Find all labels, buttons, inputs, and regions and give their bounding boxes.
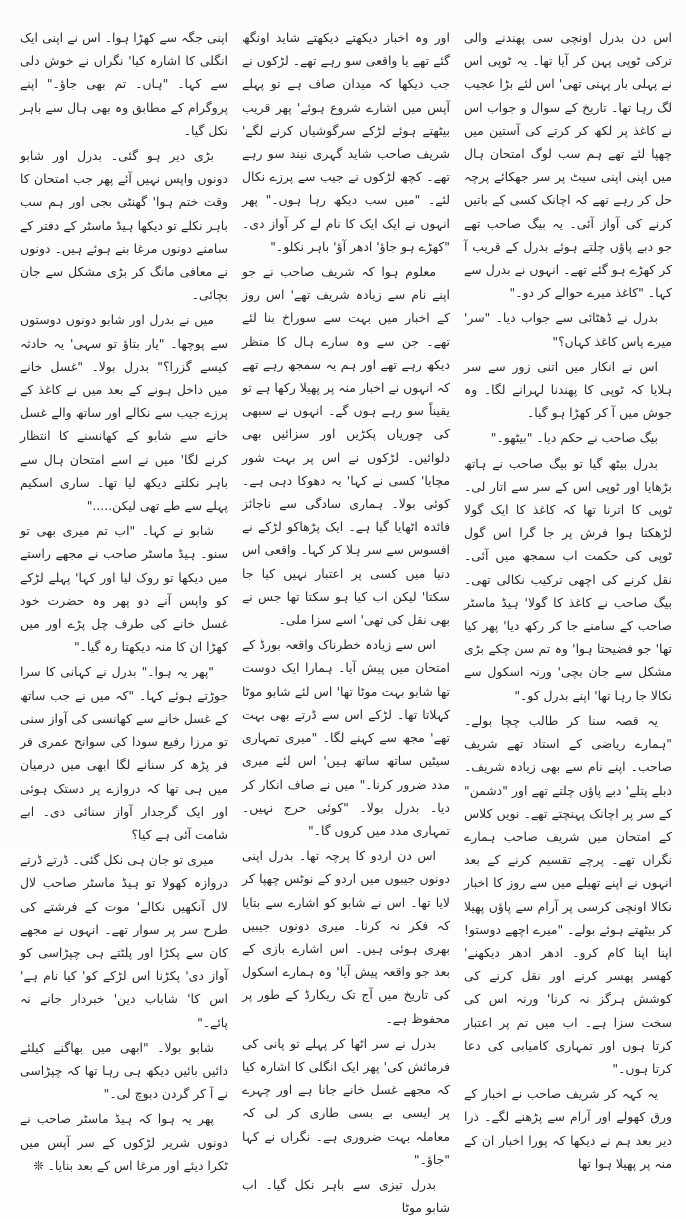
paragraph: اس دن بدرل اونچی سی پھندنے والی ترکی ٹوپی پہن کر آیا تھا۔ یہ ٹوپی اس نے پہلی بار پہنی تھی' اس لئے بڑا عجیب لگ رہا تھا۔ تاریخ کے سوال و جواب اس نے کاغذ پر لکھ کر کرتے کی آستین میں چھپا لئے تھے ہم سب لوگ امتحان ہال میں اپنی اپنی سیٹ پر سر جھکائے پرچہ حل کر رہے تھے کہ اچانک کسی کے باتیں کرنے کی آواز آئی۔ یہ بیگ صاحب تھے جو دبے پاؤں چلتے ہوئے بدرل کے قریب آ کر کھڑے ہو گئے تھے۔ انہوں نے بدرل سے کہا۔ "کاغذ میرے حوالے کر دو۔" xyxy=(464,30,672,301)
paragraph: اور وہ اخبار دیکھتے دیکھتے شاید اونگھ گئے تھے یا واقعی سو رہے تھے۔ لڑکوں نے جب دیکھا کہ میدان صاف ہے تو پہلے آپس میں اشارے شروع ہوئے' پھر قریب بیٹھتے ہوئے لڑکے سرگوشیاں کرنے لگے' شریف صاحب شاید گہری نیند سو رہے تھے۔ کچھ لڑکوں نے جیب سے پرزے نکال لئے۔ "میں سب دیکھ رہا ہوں۔" پھر انہوں نے ایک ایک کا نام لے کر آواز دی۔ "کھڑے ہو جاؤ' ادھر آؤ' باہر نکلو۔" xyxy=(242,30,450,254)
paragraph: بدرل بیٹھ گیا تو بیگ صاحب نے ہاتھ بڑھایا اور ٹوپی اس کے سر سے اتار لی۔ ٹوپی کا اترنا تھا کہ کاغذ کا ایک گولا لڑھکتا ہوا فرش پر جا گرا اس گول ٹوپی کی حکمت اب سمجھ میں آئی۔ نقل کرنے کی اچھی ترکیب نکالی تھی۔ بیگ صاحب نے کاغذ کا گولا' ہیڈ ماسٹر صاحب کے سامنے جا کر رکھ دیا' پھر کیا تھا' جو فضیحتا ہوا' وہ تم سن چکے بڑی مشکل سے جان بچی' ورنہ اسکول سے نکالا جا رہا تھا' اپنے بدرل کو۔" xyxy=(464,455,672,703)
paragraph: شابو بولا۔ "ابھی میں بھاگنے کیلئے دائیں بائیں دیکھ ہی رہا تھا کہ چپڑاسی نے آ کر گردن دبوچ لی۔" xyxy=(20,1039,228,1102)
paragraph: بیگ صاحب نے حکم دیا۔ "بیٹھو۔" xyxy=(490,430,658,446)
paragraph: اپنی جگہ سے کھڑا ہوا۔ اس نے اپنی ایک انگلی کا اشارہ کیا' نگراں نے خوش دلی سے کہا۔ "ہاں۔ تم بھی جاؤ۔" اپنے پروگرام کے مطابق وہ بھی ہال سے باہر نکل گیا۔ xyxy=(20,30,228,138)
column-right xyxy=(464,26,672,1171)
paragraph: میری تو جان ہی نکل گئی۔ ڈرتے ڈرتے دروازہ کھولا تو ہیڈ ماسٹر صاحب لال لال آنکھیں نکالے' موت کے فرشتے کی طرح سر پر سوار تھے۔ انہوں نے مجھے کان سے پکڑا اور پلٹتے ہی چپڑاسی کو آواز دی' پکڑنا اس لڑکے کو' کیا نام ہے' اس کا' شاباب دین' خبردار جانے نہ پائے۔" xyxy=(20,852,228,1030)
paragraph: بدرل تیزی سے باہر نکل گیا۔ اب شابو موٹا xyxy=(242,1176,450,1216)
paragraph-end: پھر یہ ہوا کہ ہیڈ ماسٹر صاحب نے دونوں شریر لڑکوں کے سر آپس میں ٹکرا دیئے اور مرغا اس کے بعد بنایا۔ ❊ xyxy=(20,1111,228,1173)
paragraph: بڑی دیر ہو گئی۔ بدرل اور شابو دونوں واپس نہیں آئے پھر جب امتحان کا وقت ختم ہوا' گھنٹی بجی اور ہم سب باہر نکلے تو دیکھا ہیڈ ماسٹر کے دفتر کے سامنے دونوں مرغا بنے ہوئے ہیں۔ دونوں نے معافی مانگ کر بڑی مشکل سے جان بچائی۔ xyxy=(20,148,228,303)
paragraph: میں نے بدرل اور شابو دونوں دوستوں سے پوچھا۔ "یار بتاؤ تو سہی' یہ حادثہ کیسے گزرا؟" بدرل بولا۔ "غسل خانے میں داخل ہونے کے بعد میں نے کاغذ کے پرزے جیب سے نکالے اور ساتھ والے غسل خانے سے شابو کے کھانسنے کا انتظار کرنے لگا' میں نے اسے امتحان ہال سے باہر نکلتے دیکھ لیا تھا۔ ساری اسکیم پہلے سے طے تھی لیکن....." xyxy=(20,312,228,514)
paragraph: یہ قصہ سنا کر طالب چچا بولے۔ "ہمارے ریاضی کے استاد تھے شریف صاحب۔ اپنے نام سے بھی زیادہ شریف۔ دبلے پتلے' دبے پاؤں چلتے تھے اور "دشمن" کے سر پر اچانک پہنچتے تھے۔ نویں کلاس کے امتحان میں شریف صاحب ہمارے نگراں تھے۔ پرچے تقسیم کرنے کے بعد انہوں نے اپنے تھیلے میں سے روز کا اخبار نکالا اونچی کرسی پر آرام سے پاؤں پھیلا کر بیٹھتے ہوئے بولے۔ "میرے اچھے دوستو! اپنا اپنا کام کرو۔ ادھر ادھر دیکھنے' کھسر پھسر کرنے اور نقل کرنے کی کوشش ہرگز نہ کرنا' ورنہ اس کی سخت سزا ہے۔ اب میں تم پر اعتبار کرتا ہوں اور تمہاری کامیابی کی دعا کرتا ہوں۔" xyxy=(464,712,672,1076)
paragraph: بدرل نے ڈھٹائی سے جواب دیا۔ "سر' میرے پاس کاغذ کہاں؟" xyxy=(464,310,672,349)
paragraph: یہ کہہ کر شریف صاحب نے اخبار کے ورق کھولے اور آرام سے پڑھنے لگے۔ ذرا دیر بعد ہم نے دیکھا کہ پورا اخبار ان کے منہ پر پھیلا ہوا تھا xyxy=(464,1086,672,1171)
paragraph: اس نے انکار میں اتنی زور سے سر ہلایا کہ ٹوپی کا پھندنا لہرانے لگا۔ وہ جوش میں آ کر کھڑا ہو گیا۔ xyxy=(464,358,672,421)
story-columns xyxy=(20,26,672,1216)
paragraph: معلوم ہوا کہ شریف صاحب نے جو اپنے نام سے زیادہ شریف تھے' اس روز کے اخبار میں بہت سے سوراخ بنا لئے تھے۔ جن سے وہ سارے ہال کا منظر دیکھ رہے تھے اور ہم یہ سمجھ رہے تھے کہ انہوں نے اخبار منہ پر پھیلا رکھا ہے تو یقیناً سو رہے ہوں گے۔ انہوں نے سبھی کی چوریاں پکڑیں اور سزائیں بھی دلوائیں۔ لڑکوں نے اس پر بہت شور مچایا' کسی نے کہا' یہ دھوکا دہی ہے۔ کوئی بولا۔ ہماری سادگی سے ناجائز فائدہ اٹھایا گیا ہے۔ ایک پڑھاکو لڑکے نے افسوس سے سر ہلا کر کہا۔ واقعی اس دنیا میں کسی پر اعتبار نہیں کیا جا سکتا' لیکن اب کیا ہو سکتا تھا جس نے بھی نقل کی تھی' اسے سزا ملی۔ xyxy=(242,264,450,628)
paragraph: بدرل نے سر اٹھا کر پہلے تو پانی کی فرمائش کی' پھر ایک انگلی کا اشارہ کیا کہ مجھے غسل خانے جانا ہے اور چہرے پر ایسی بے بسی طاری کر لی کہ معاملہ بہت ضروری ہے۔ نگراں نے کہا "جاؤ۔" xyxy=(242,1035,450,1167)
paragraph: "پھر یہ ہوا۔" بدرل نے کہانی کا سرا جوڑتے ہوئے کہا۔ "کہ میں نے جب ساتھ کے غسل خانے سے کھانسی کی آواز سنی تو مرزا رفیع سودا کی سوانح عمری فر فر پڑھ کر سنانے لگا ابھی میں درمیان میں ہی تھا کہ دروازے پر دستک ہوئی اور ایک گرجدار آواز سنائی دی۔ ابے شامت آئی ہے کیا؟ xyxy=(20,664,228,842)
paragraph: شابو نے کہا۔ "اب تم میری بھی تو سنو۔ ہیڈ ماسٹر صاحب نے مجھے راستے میں دیکھا تو روک لیا اور کہا' پہلے لڑکے کو واپس آنے دو پھر وہ حضرت خود غسل خانے کی طرف چل پڑے اور میں کھڑا ان کا منہ دیکھتا رہ گیا۔" xyxy=(20,523,228,655)
column-left xyxy=(20,26,228,1173)
column-middle xyxy=(242,26,450,1216)
paragraph: اس سے زیادہ خطرناک واقعہ بورڈ کے امتحان میں پیش آیا۔ ہمارا ایک دوست تھا شابو بہت موٹا تھا' اس لئے شابو موٹا کہلاتا تھا۔ لڑکے اس سے ڈرتے بھی بہت تھے' مجھ سے کہنے لگا۔ "میری تمہاری سیٹیں ساتھ ساتھ ہیں' اس لئے میری مدد ضرور کرنا۔" میں نے صاف انکار کر دیا۔ بدرل بولا۔ "کوئی حرج نہیں۔ تمہاری مدد میں کروں گا۔" xyxy=(242,637,450,838)
paragraph: اس دن اردو کا پرچہ تھا۔ بدرل اپنی دونوں جیبوں میں اردو کے نوٹس چھپا کر لایا تھا۔ اس نے شابو کو اشارے سے بتایا کہ فکر نہ کرنا۔ میری دونوں جیبیں بھری ہوئی ہیں۔ اس اشارے بازی کے بعد جو واقعہ پیش آیا' وہ ہمارے اسکول کی تاریخ میں آج تک ریکارڈ کے طور پر محفوظ ہے۔ xyxy=(242,848,450,1026)
